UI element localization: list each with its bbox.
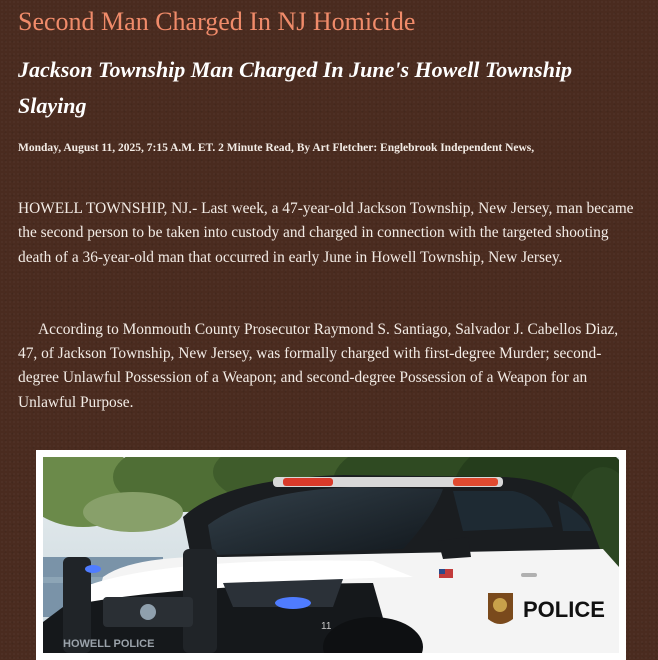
article-headline: Second Man Charged In NJ Homicide	[18, 7, 416, 36]
unit-number-text: 11	[321, 621, 332, 632]
article-subheadline: Jackson Township Man Charged In June's Howell Township Slaying	[18, 57, 573, 118]
article-paragraph: According to Monmouth County Prosecutor Raymond S. Santiago, Salvador J. Cabellos Diaz, 47, of Jackson Township, New Jersey, was formally charged with first-degree Murder; second-degree Unlawful Possession of a Weapon; and second-degree Possession of a Weapon for an Unlawful Purpose.	[18, 320, 619, 411]
bumper-text: HOWELL POLICE	[63, 638, 155, 650]
door-police-text: POLICE	[523, 597, 605, 622]
article-paragraph: HOWELL TOWNSHIP, NJ.- Last week, a 47-year-old Jackson Township, New Jersey, man became the second person to be taken into custody and charged in connection with the targeted shooting death of a 36-year-old man that occurred in early June in Howell Township, New Jersey.	[18, 200, 634, 266]
article	[18, 0, 638, 415]
article-byline: Monday, August 11, 2025, 7:15 A.M. ET. 2 Minute Read, By Art Fletcher: Englebrook Independent News,	[18, 142, 535, 154]
article-photo	[36, 450, 626, 660]
police-car-photo	[43, 457, 619, 653]
